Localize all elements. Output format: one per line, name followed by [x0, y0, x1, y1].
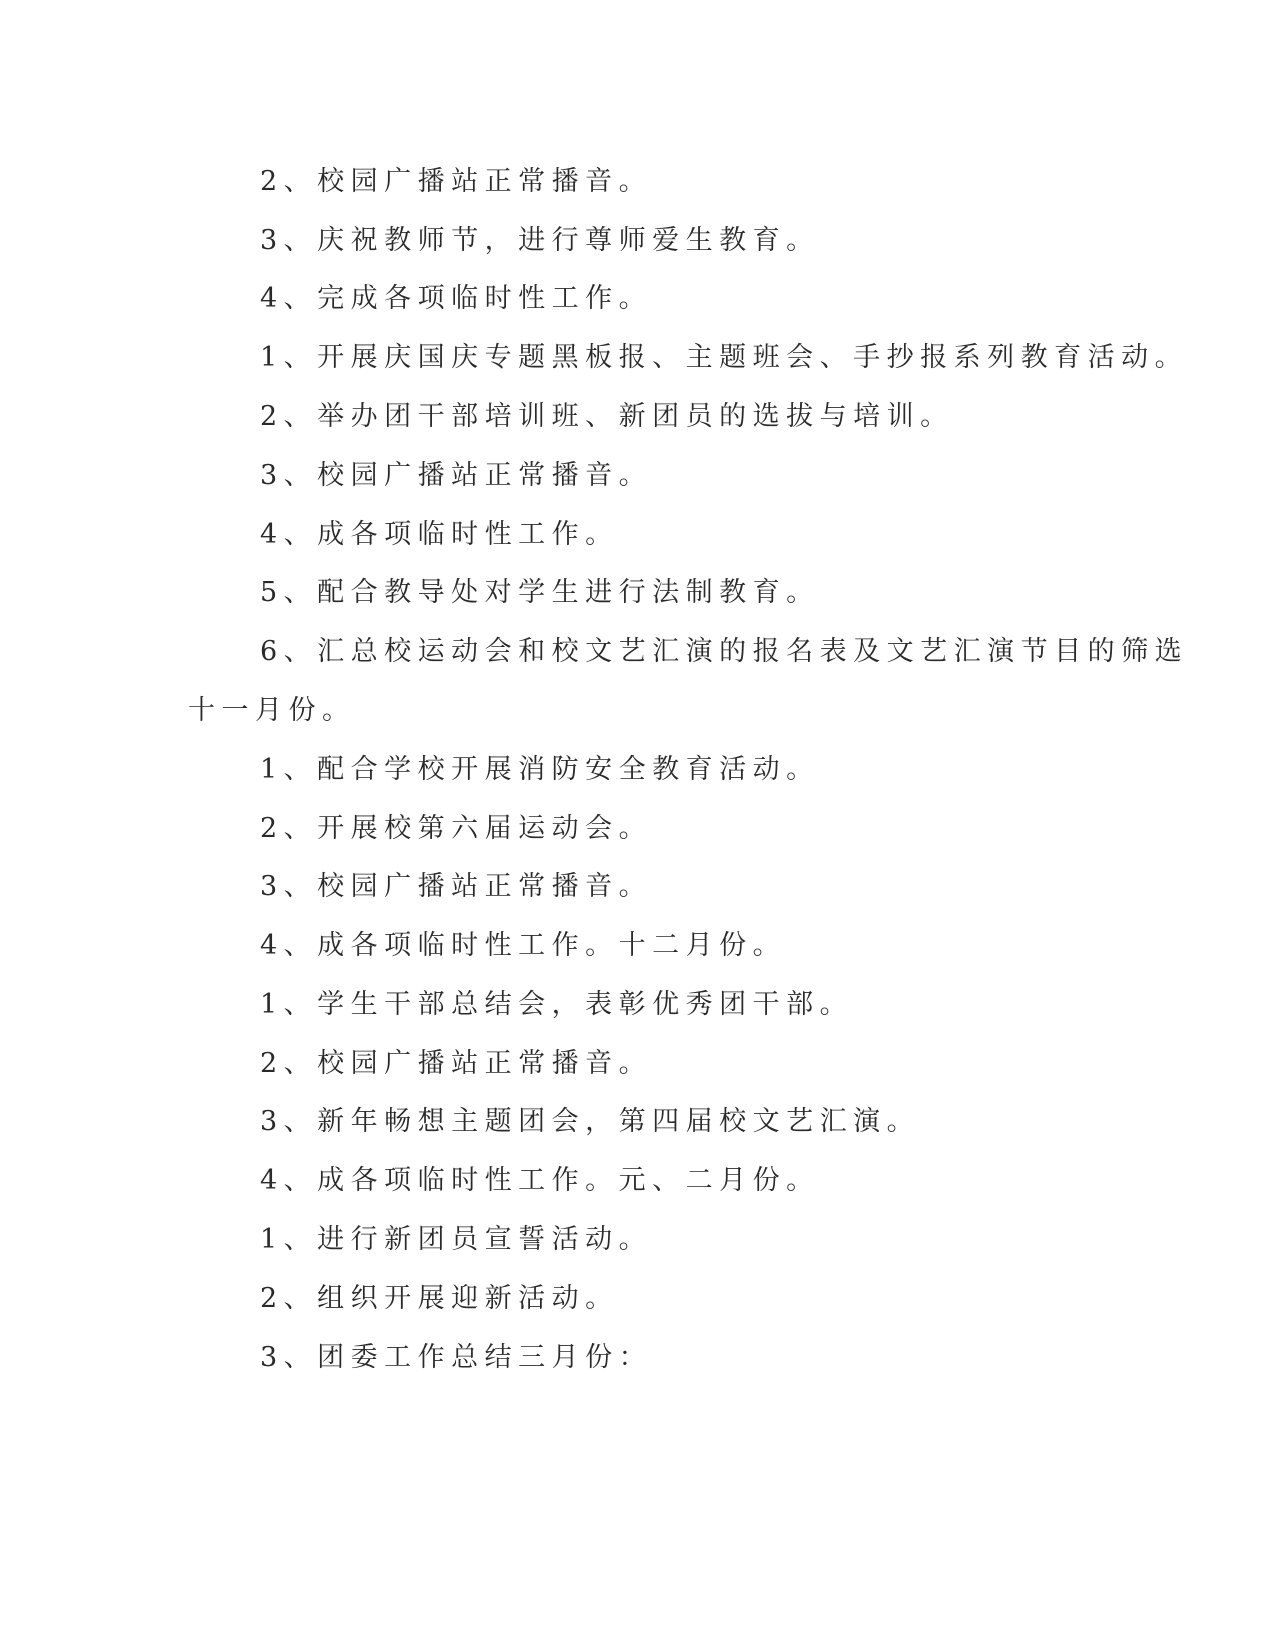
text-line: 1、配合学校开展消防安全教育活动。: [260, 754, 820, 785]
text-line: 4、完成各项临时性工作。: [260, 283, 653, 314]
text-line: 1、进行新团员宣誓活动。: [260, 1224, 653, 1255]
text-line: 2、校园广播站正常播音。: [260, 166, 653, 197]
text-line: 5、配合教导处对学生进行法制教育。: [260, 577, 820, 608]
text-line: 3、新年畅想主题团会，第四届校文艺汇演。: [260, 1106, 921, 1137]
text-line: 6、汇总校运动会和校文艺汇演的报名表及文艺汇演节目的筛选: [260, 636, 1189, 667]
text-line: 3、校园广播站正常播音。: [260, 871, 653, 902]
text-line: 3、校园广播站正常播音。: [260, 460, 653, 491]
text-line: 3、团委工作总结三月份：: [260, 1342, 653, 1373]
text-line: 3、庆祝教师节，进行尊师爱生教育。: [260, 225, 820, 256]
text-line: 1、学生干部总结会，表彰优秀团干部。: [260, 989, 854, 1020]
section-heading: 十一月份。: [188, 695, 356, 726]
text-line: 4、成各项临时性工作。元、二月份。: [260, 1165, 820, 1196]
text-line: 2、开展校第六届运动会。: [260, 813, 653, 844]
text-line: 2、组织开展迎新活动。: [260, 1283, 619, 1314]
text-line: 1、开展庆国庆专题黑板报、主题班会、手抄报系列教育活动。: [260, 342, 1189, 373]
text-line: 4、成各项临时性工作。十二月份。: [260, 930, 787, 961]
text-line: 2、举办团干部培训班、新团员的选拔与培训。: [260, 401, 954, 432]
text-line: 4、成各项临时性工作。: [260, 519, 619, 550]
text-line: 2、校园广播站正常播音。: [260, 1048, 653, 1079]
